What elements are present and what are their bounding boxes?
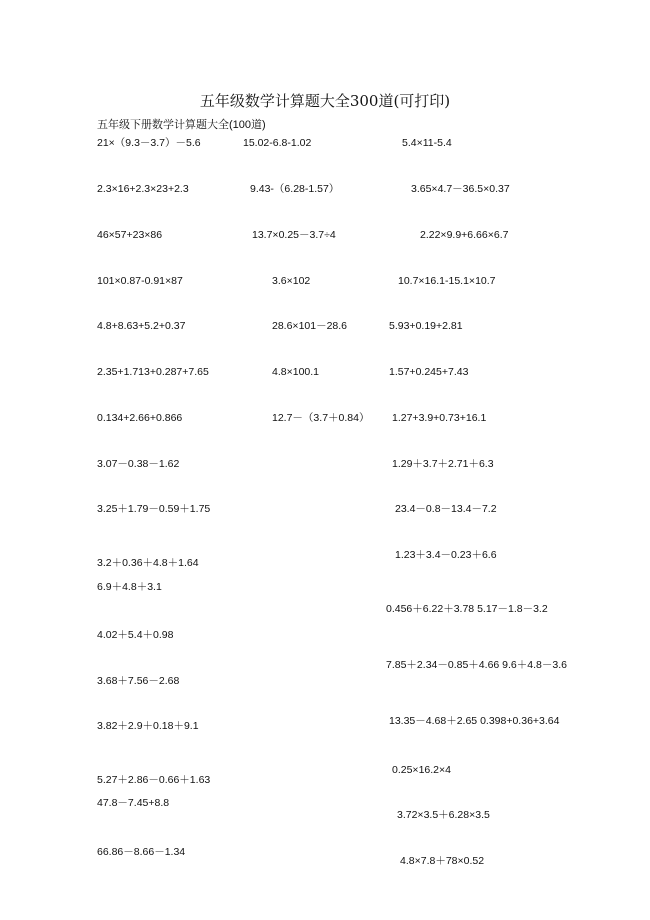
- problem: 10.7×16.1-15.1×10.7: [398, 275, 496, 287]
- problem: 2.3×16+2.3×23+2.3: [97, 183, 189, 195]
- problem: 2.22×9.9+6.66×6.7: [420, 229, 509, 241]
- problem: 3.2＋0.36＋4.8＋1.64: [97, 557, 199, 569]
- problem: 3.68＋7.56－2.68: [97, 675, 180, 687]
- problem: 7.85＋2.34－0.85＋4.66 9.6＋4.8－3.6: [386, 659, 567, 671]
- problem: 1.29＋3.7＋2.71＋6.3: [392, 458, 494, 470]
- problem: 13.7×0.25－3.7÷4: [252, 229, 336, 241]
- page-title: 五年级数学计算题大全300道(可打印): [199, 92, 451, 110]
- page-subtitle: 五年级下册数学计算题大全(100道): [97, 119, 266, 131]
- problem: 0.25×16.2×4: [392, 764, 451, 776]
- problem: 0.456＋6.22＋3.78 5.17－1.8－3.2: [386, 603, 548, 615]
- problem: 23.4－0.8－13.4－7.2: [395, 503, 497, 515]
- problem: 3.6×102: [272, 275, 311, 287]
- problem: 2.35+1.713+0.287+7.65: [97, 366, 209, 378]
- problem: 3.82＋2.9＋0.18＋9.1: [97, 720, 199, 732]
- problem: 4.02＋5.4＋0.98: [97, 629, 174, 641]
- problem: 13.35－4.68＋2.65 0.398+0.36+3.64: [389, 715, 560, 727]
- problem: 3.72×3.5＋6.28×3.5: [397, 809, 490, 821]
- problem: 5.4×11-5.4: [402, 137, 452, 149]
- problem: 5.27＋2.86－0.66＋1.63: [97, 774, 211, 786]
- problem: 6.9＋4.8＋3.1: [97, 581, 162, 593]
- problem: 46×57+23×86: [97, 229, 163, 241]
- problem: 28.6×101－28.6: [272, 320, 348, 332]
- problem: 4.8×100.1: [272, 366, 320, 378]
- problem: 5.93+0.19+2.81: [389, 320, 463, 332]
- problem: 66.86－8.66－1.34: [97, 846, 186, 858]
- problem: 3.65×4.7－36.5×0.37: [411, 183, 510, 195]
- problem: 21×（9.3－3.7）－5.6: [97, 137, 201, 149]
- problem: 12.7－（3.7＋0.84）: [272, 412, 370, 424]
- problem: 101×0.87-0.91×87: [97, 275, 183, 287]
- problem: 9.43-（6.28-1.57）: [250, 183, 340, 195]
- problem: 4.8+8.63+5.2+0.37: [97, 320, 186, 332]
- problem: 15.02-6.8-1.02: [243, 137, 312, 149]
- problem: 1.27+3.9+0.73+16.1: [392, 412, 487, 424]
- problem: 3.25＋1.79－0.59＋1.75: [97, 503, 211, 515]
- problem: 47.8－7.45+8.8: [97, 797, 170, 809]
- problem: 0.134+2.66+0.866: [97, 412, 183, 424]
- problem: 4.8×7.8＋78×0.52: [400, 855, 485, 867]
- problem: 1.57+0.245+7.43: [389, 366, 469, 378]
- problem: 3.07－0.38－1.62: [97, 458, 180, 470]
- problem: 1.23＋3.4－0.23＋6.6: [395, 549, 497, 561]
